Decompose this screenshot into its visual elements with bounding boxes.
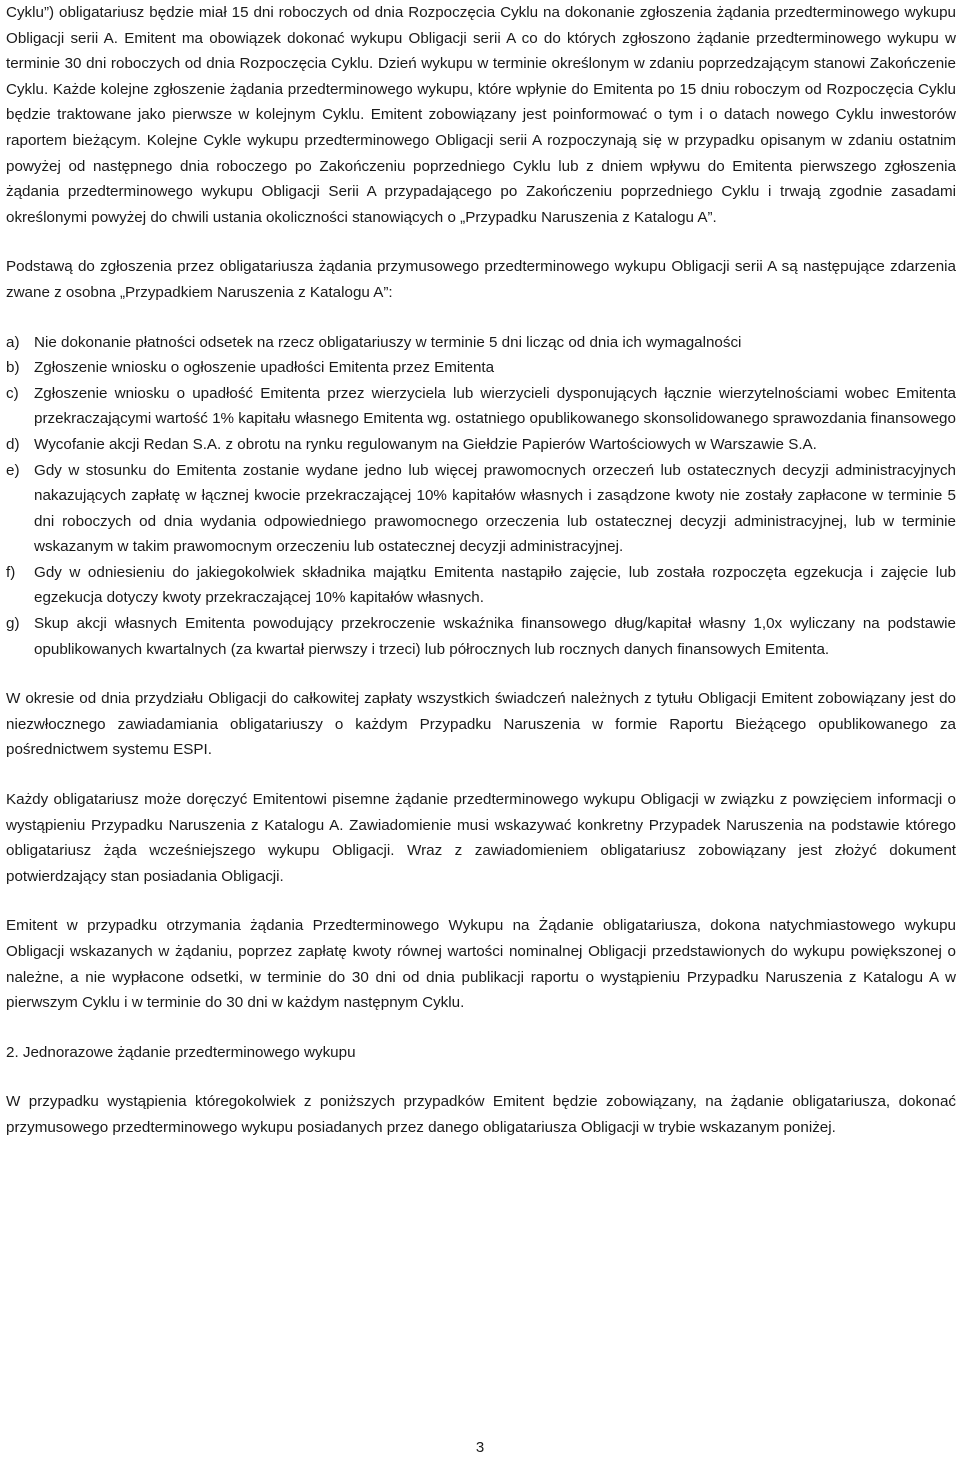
list-item-text: Wycofanie akcji Redan S.A. z obrotu na rynku regulowanym na Giełdzie Papierów Wartościowych w Warszawie S.A.: [34, 435, 817, 453]
list-item-text: Nie dokonanie płatności odsetek na rzecz obligatariuszy w terminie 5 dni licząc od dnia ich wymagalności: [34, 333, 742, 351]
list-item-text: Gdy w odniesieniu do jakiegokolwiek składnika majątku Emitenta nastąpiło zajęcie, lub została rozpoczęta egzekucja i zajęcie lub egzekucja dotyczy kwoty przekraczającej 10% kapitałów własnych.: [34, 563, 956, 607]
list-marker: f): [6, 563, 16, 581]
list-marker: e): [6, 461, 20, 479]
paragraph-cycle-rules: Cyklu”) obligatariusz będzie miał 15 dni roboczych od dnia Rozpoczęcia Cyklu na dokonanie zgłoszenia żądania przedterminowego wykupu Obligacji serii A. Emitent ma obowiązek dokonać wykupu Obligacji serii A co do których zgłoszono żądanie przedterminowego wykupu w terminie 30 dni roboczych od dnia Rozpoczęcia Cyklu. Dzień wykupu w terminie określonym w zdaniu poprzedzającym stanowi Zakończenie Cyklu. Każde kolejne zgłoszenie żądania przedterminowego wykupu, które wpłynie do Emitenta po 15 dniu roboczym od Rozpoczęcia Cyklu będzie traktowane jako pierwsze w kolejnym Cyklu. Emitent zobowiązany jest poinformować o tym i o datach nowego Cyklu inwestorów raportem bieżącym. Kolejne Cykle wykupu przedterminowego Obligacji serii A rozpoczynają się w przypadku opisanym w zdaniu ostatnim powyżej od następnego dnia roboczego po Zakończeniu poprzedniego Cyklu lub z dniem wpływu do Emitenta pierwszego zgłoszenia żądania przedterminowego wykupu Obligacji Serii A przypadającego po Zakończeniu poprzedniego Cyklu i trwają zgodnie zasadami określonymi powyżej do chwili ustania okoliczności stanowiących o „Przypadku Naruszenia z Katalogu A”.: [6, 4, 956, 226]
document-page: [6, 0, 956, 1141]
list-item-text: Zgłoszenie wniosku o ogłoszenie upadłości Emitenta przez Emitenta: [34, 359, 495, 377]
paragraph-bondholder-demand: Każdy obligatariusz może doręczyć Emitentowi pisemne żądanie przedterminowego wykupu Obligacji w związku z powzięciem informacji o wystąpieniu Przypadku Naruszenia z Katalogu A. Zawiadomienie musi wskazywać konkretny Przypadek Naruszenia na podstawie którego obligatariusz żąda wcześniejszego wykupu Obligacji. Wraz z zawiadomieniem obligatariusz zobowiązany jest złożyć dokument potwierdzający stan posiadania Obligacji.: [6, 791, 956, 885]
list-item-text: Skup akcji własnych Emitenta powodujący przekroczenie wskaźnika finansowego dług/kapitał własny 1,0x wyliczany na podstawie opublikowanych kwartalnych (za kwartał pierwszy i trzeci) lub półrocznych lub rocznych danych finansowych Emitenta.: [34, 615, 956, 658]
list-marker: c): [6, 384, 19, 402]
list-item: [6, 432, 956, 458]
list-item-text: Gdy w stosunku do Emitenta zostanie wydane jedno lub więcej prawomocnych orzeczeń lub ostatecznych decyzji administracyjnych nakazujących zapłatę w łącznej kwocie przekraczającej 10% kapitałów własnych i zasądzone kwoty nie zostały zapłacone w terminie 5 dni roboczych od dnia wydania odpowiedniego prawomocnego orzeczenia lub ostatecznej decyzji administracyjnej, lub w terminie wskazanym w takim prawomocnym orzeczeniu lub ostatecznej decyzji administracyjnej.: [34, 461, 956, 556]
list-item: [6, 611, 956, 662]
list-marker: g): [6, 615, 20, 633]
paragraph-notification-duty: W okresie od dnia przydziału Obligacji do całkowitej zapłaty wszystkich świadczeń należnych z tytułu Obligacji Emitent zobowiązany jest do niezwłocznego zawiadamiania obligatariuszy o każdym Przypadku Naruszenia w formie Raportu Bieżącego opublikowanego za pośrednictwem systemu ESPI.: [6, 690, 956, 759]
list-item: [6, 330, 956, 356]
list-item-text: Zgłoszenie wniosku o upadłość Emitenta przez wierzyciela lub wierzycieli dysponujących łącznie wierzytelnościami wobec Emitenta przekraczającymi wartość 1% kapitału własnego Emitenta wg. ostatniego opublikowanego skonsolidowanego sprawozdania finansowego: [34, 384, 956, 428]
list-item: [6, 560, 956, 611]
list-item: [6, 458, 956, 560]
list-marker: d): [6, 435, 20, 453]
list-marker: b): [6, 359, 20, 377]
list-item: [6, 355, 956, 381]
paragraph-issuer-redemption: Emitent w przypadku otrzymania żądania Przedterminowego Wykupu na Żądanie obligatariusza, dokona natychmiastowego wykupu Obligacji wskazanych w żądaniu, poprzez zapłatę kwoty równej wartości nominalnej Obligacji przedstawionych do wykupu powiększonej o należne, a nie wypłacone odsetki, w terminie do 30 dni od dnia publikacji raportu o wystąpieniu Przypadku Naruszenia z Katalogu A w pierwszym Cyklu i w terminie do 30 dni w każdym następnym Cyklu.: [6, 917, 956, 1012]
paragraph-one-time-demand: W przypadku wystąpienia któregokolwiek z poniższych przypadków Emitent będzie zobowiązany, na żądanie obligatariusza, dokonać przymusowego przedterminowego wykupu posiadanych przez danego obligatariusza Obligacji w trybie wskazanym poniżej.: [6, 1093, 956, 1136]
list-item: [6, 381, 956, 432]
breach-list: [6, 330, 956, 663]
page-number: 3: [475, 1439, 485, 1456]
paragraph-breach-intro: Podstawą do zgłoszenia przez obligatariusza żądania przymusowego przedterminowego wykupu Obligacji serii A są następujące zdarzenia zwane z osobna „Przypadkiem Naruszenia z Katalogu A”:: [6, 258, 956, 301]
section-heading: 2. Jednorazowe żądanie przedterminowego wykupu: [6, 1043, 356, 1061]
list-marker: a): [6, 333, 20, 351]
